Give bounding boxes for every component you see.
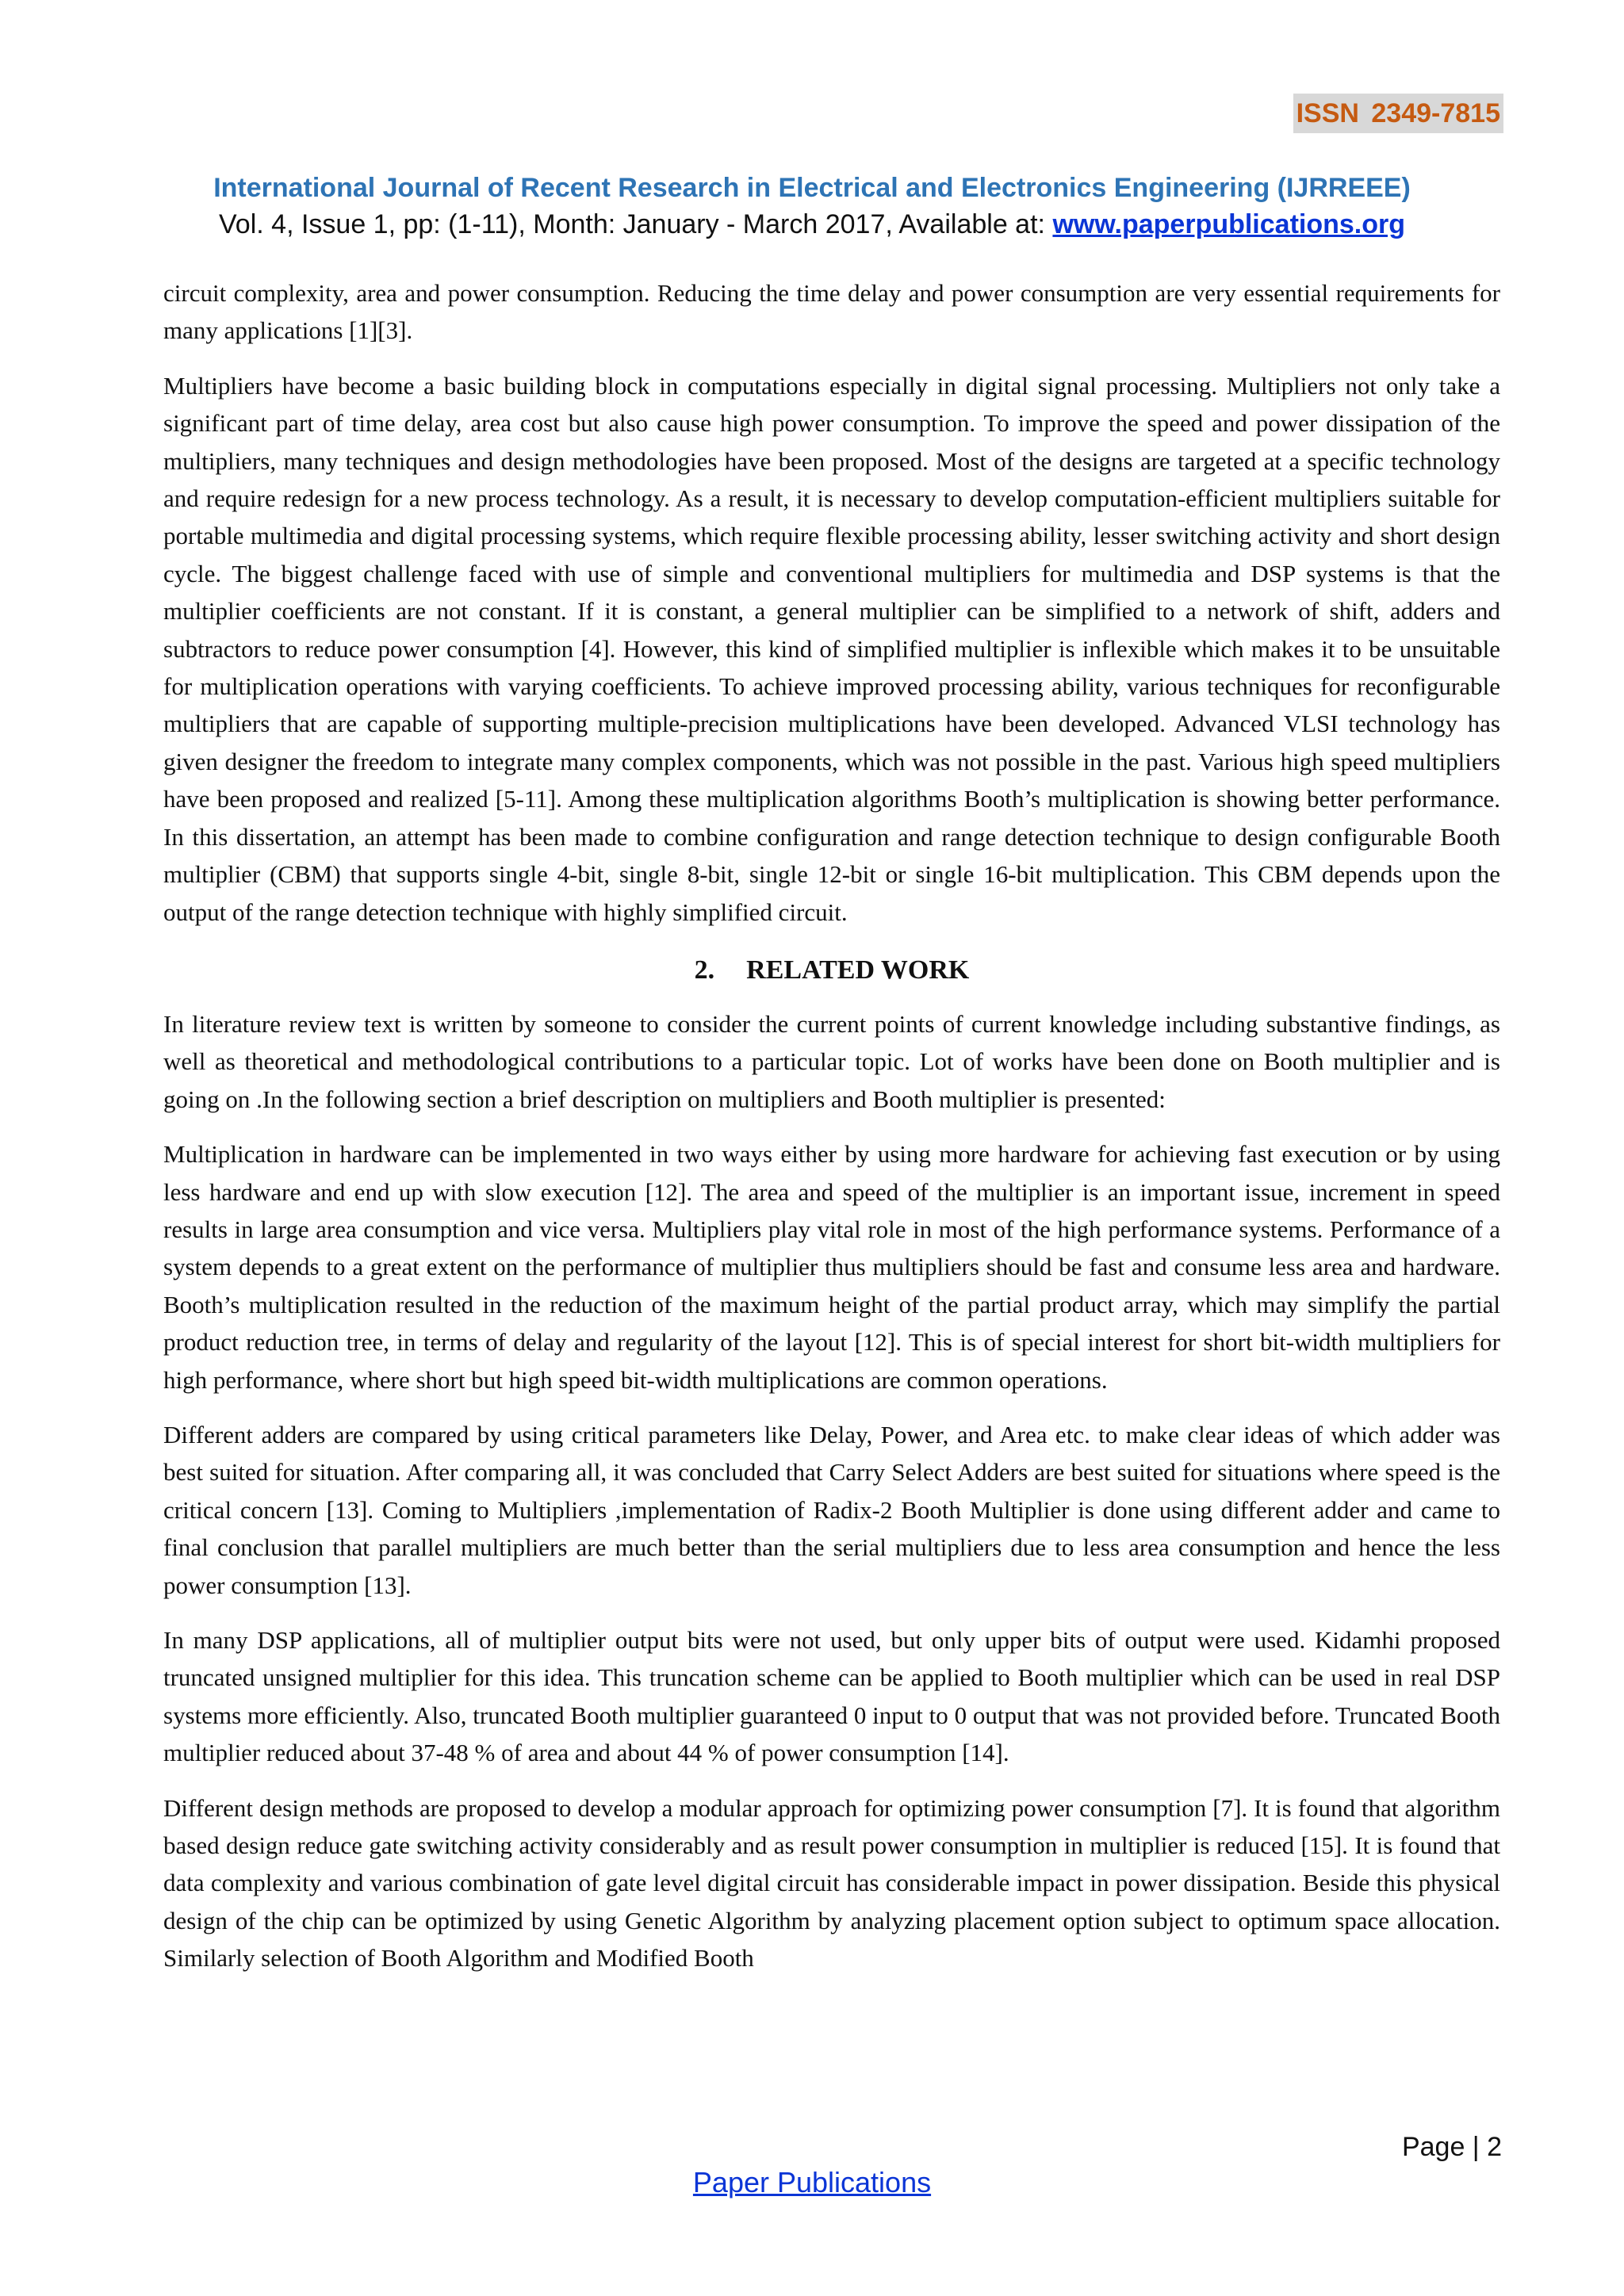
publisher-link[interactable]: Paper Publications	[692, 2166, 932, 2198]
paragraph: Different design methods are proposed to develop a modular approach for optimizing power consumption [7]. It is found that algorithm based design reduce gate switching activity considerably and as result power consumption in multiplier is reduced [15]. It is found that data complexity and various combination of gate level digital circuit has considerable impact in power dissipation. Beside this physical design of the chip can be optimized by using Genetic Algorithm by analyzing placement option subject to optimum space allocation. Similarly selection of Booth Algorithm and Modified Booth	[163, 1793, 1500, 1973]
paragraph: In many DSP applications, all of multiplier output bits were not used, but only upper bits of output were used. Kidamhi proposed truncated unsigned multiplier for this idea. This truncation scheme can be applied to Booth multiplier which can be used in real DSP systems more efficiently. Also, truncated Booth multiplier guaranteed 0 input to 0 output that was not provided before. Truncated Booth multiplier reduced about 37-48 % of area and about 44 % of power consumption [14].	[163, 1626, 1500, 1767]
section-title: RELATED WORK	[746, 955, 970, 985]
section-heading	[163, 951, 1500, 989]
journal-title: International Journal of Recent Research in Electrical and Electronics Engineering (IJRREEE)	[213, 173, 1411, 203]
paragraph: Different adders are compared by using critical parameters like Delay, Power, and Area etc. to make clear ideas of which adder was best suited for situation. After comparing all, it was concluded that Carry Select Adders are best suited for situations where speed is the critical concern [13]. Coming to Multipliers ,implementation of Radix-2 Booth Multiplier is done using different adder and came to final conclusion that parallel multipliers are much better than the serial multipliers due to less area consumption and hence the less power consumption [13].	[163, 1420, 1500, 1599]
footer	[0, 2163, 1624, 2202]
paragraph: Multiplication in hardware can be implemented in two ways either by using more hardware for achieving fast execution or by using less hardware and end up with slow execution [12]. The area and speed of the multiplier is an important issue, increment in speed results in large area consumption and vice versa. Multipliers play vital role in most of the high performance systems. Performance of a system depends to a great extent on the performance of multiplier thus multipliers should be fast and consume less area and hardware. Booth’s multiplication resulted in the reduction of the maximum height of the partial product array, which may simplify the partial product reduction tree, in terms of delay and regularity of the layout [12]. This is of special interest for short bit-width multipliers for high performance, where short but high speed bit-width multiplications are common operations.	[163, 1140, 1500, 1394]
journal-info	[0, 205, 1624, 244]
paragraph: In literature review text is written by someone to consider the current points of current knowledge including substantive findings, as well as theoretical and methodological contributions to a particular topic. Lot of works have been done on Booth multiplier and is going on .In the following section a brief description on multipliers and Booth multiplier is presented:	[163, 1009, 1500, 1113]
website-link[interactable]: www.paperpublications.org	[1052, 209, 1405, 239]
paragraph: circuit complexity, area and power consumption. Reducing the time delay and power consumption are very essential requirements for many applications [1][3].	[163, 279, 1500, 345]
page-number: Page | 2	[1401, 2132, 1502, 2162]
journal-info-text: Vol. 4, Issue 1, pp: (1-11), Month: January - March 2017, Available at:	[219, 209, 1053, 239]
paragraph: Multipliers have become a basic building block in computations especially in digital signal processing. Multipliers not only take a significant part of time delay, area cost but also cause high power consumption. To improve the speed and power dissipation of the multipliers, many techniques and design methodologies have been proposed. Most of the designs are targeted at a specific technology and require redesign for a new process technology. As a result, it is necessary to develop computation-efficient multipliers suitable for portable multimedia and digital processing systems, which require flexible processing ability, lesser switching activity and short design cycle. The biggest challenge faced with use of simple and conventional multipliers for multimedia and DSP systems is that the multiplier coefficients are not constant. If it is constant, a general multiplier can be simplified to a network of shift, adders and subtractors to reduce power consumption [4]. However, this kind of simplified multiplier is inflexible which makes it to be unsuitable for multiplication operations with varying coefficients. To achieve improved processing ability, various techniques for reconfigurable multipliers that are capable of supporting multiple-precision multiplications have been developed. Advanced VLSI technology has given designer the freedom to integrate many complex components, which was not possible in the past. Various high speed multipliers have been proposed and realized [5-11]. Among these multiplication algorithms Booth’s multiplication is showing better performance. In this dissertation, an attempt has been made to combine configuration and range detection technique to design configurable Booth multiplier (CBM) that supports single 4-bit, single 8-bit, single 12-bit or single 16-bit multiplication. This CBM depends upon the output of the range detection technique with highly simplified circuit.	[163, 371, 1500, 926]
section-number: 2.	[694, 955, 715, 985]
issn-badge: ISSN 2349-7815	[1293, 94, 1503, 133]
article-body	[163, 274, 1500, 1995]
